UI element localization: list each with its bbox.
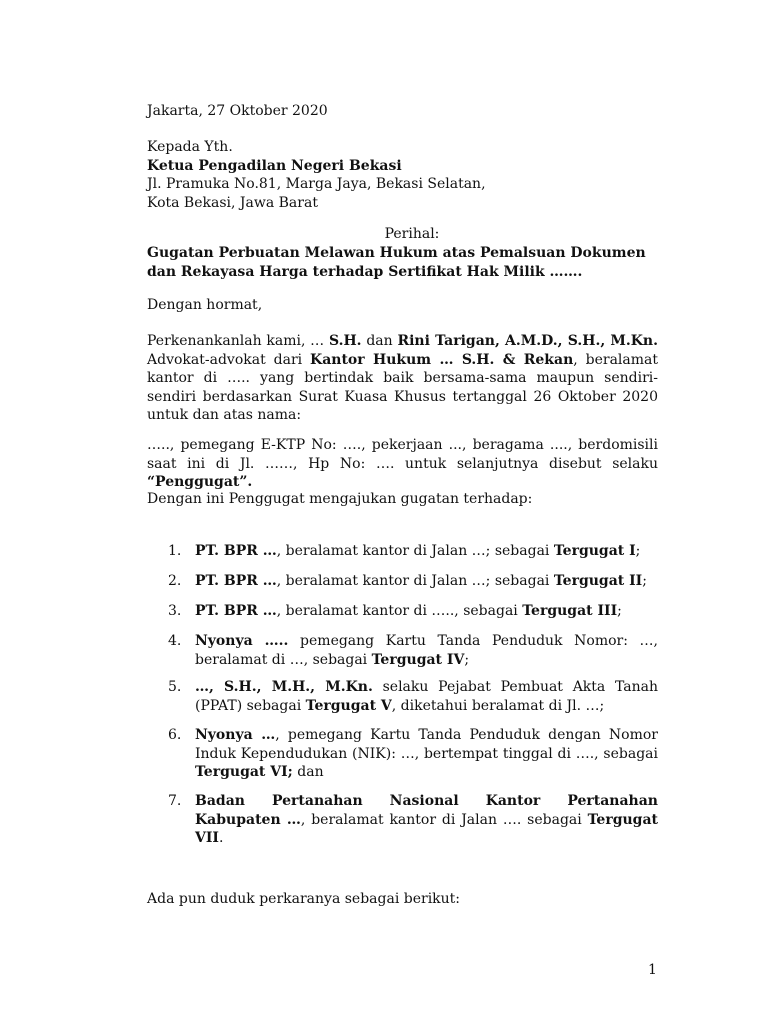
client-bold-1: “Penggugat”. [147, 474, 253, 490]
recipient-salutation: Kepada Yth. [147, 139, 233, 155]
defendant-suffix: . [218, 830, 224, 846]
list-item-number: 5. [168, 679, 182, 695]
defendant-suffix: ; [642, 573, 647, 589]
subject-block [147, 244, 677, 281]
list-item-number: 1. [168, 543, 182, 559]
defendant-suffix: , diketahui beralamat di Jl. …; [391, 697, 605, 714]
intro-bold-2: Rini Tarigan, A.M.D., S.H., M.Kn. [397, 333, 658, 349]
defendant-suffix: dan [292, 764, 324, 780]
client-paragraph [147, 436, 658, 492]
defendant-suffix: ; [617, 603, 622, 619]
subject-label: Perihal: [384, 226, 440, 242]
defendant-name: PT. BPR … [195, 543, 277, 559]
greeting: Dengan hormat, [147, 297, 263, 313]
defendant-text: , beralamat kantor di Jalan …; sebagai [276, 573, 554, 589]
recipient-name: Ketua Pengadilan Negeri Bekasi [147, 157, 402, 174]
closing-intro: Ada pun duduk perkaranya sebagai berikut: [147, 891, 461, 907]
page-number: 1 [648, 962, 657, 978]
defendant-text: , beralamat kantor di ….., sebagai [276, 603, 523, 619]
list-item-body [195, 542, 658, 561]
intro-text-3: Advokat-advokat dari [147, 351, 311, 368]
list-item-body [195, 572, 658, 591]
list-item-body [195, 792, 658, 848]
list-item-body [195, 678, 658, 715]
recipient-block [147, 138, 658, 212]
intro-bold-1: S.H. [328, 333, 362, 349]
defendant-name: Nyonya … [195, 727, 276, 743]
defendant-name: PT. BPR … [195, 573, 277, 589]
list-item-number: 7. [168, 793, 182, 809]
subject-line-2: dan Rekayasa Harga terhadap Sertifikat Hak Milik ……. [147, 263, 583, 280]
list-item-number: 2. [168, 573, 182, 589]
defendant-role: Tergugat VII [195, 811, 658, 846]
defendant-text: , beralamat kantor di Jalan …; sebagai [276, 543, 554, 559]
intro-bold-3: Kantor Hukum … S.H. & Rekan [310, 351, 574, 368]
list-item-number: 4. [168, 633, 182, 649]
defendant-role: Tergugat III [522, 603, 618, 619]
recipient-address-1: Jl. Pramuka No.81, Marga Jaya, Bekasi Selatan, [147, 176, 486, 192]
defendant-role: Tergugat VI; [195, 764, 293, 780]
list-item-body [195, 726, 658, 782]
defendant-text: , pemegang Kartu Tanda Penduduk dengan Nomor Induk Kependudukan (NIK): …, bertempat tinggal di …., sebagai [195, 727, 659, 762]
intro-text-4: , beralamat kantor di ….. yang bertindak baik bersama-sama maupun sendiri-sendiri berdasarkan Surat Kuasa Khusus tertanggal 26 Oktober 2020 untuk dan atas nama: [147, 351, 658, 423]
defendant-role: Tergugat I [553, 543, 636, 559]
defendant-text: selaku Pejabat Pembuat Akta Tanah (PPAT) sebagai [195, 679, 658, 714]
defendant-role: Tergugat IV [371, 651, 465, 668]
subject-line-1: Gugatan Perbuatan Melawan Hukum atas Pemalsuan Dokumen [147, 245, 646, 261]
list-item-number: 3. [168, 603, 182, 619]
defendant-name: Badan Pertanahan Nasional Kantor Pertanahan Kabupaten … [195, 793, 658, 828]
defendant-text: pemegang Kartu Tanda Penduduk Nomor: …, beralamat di …, sebagai [195, 633, 658, 668]
list-item-body [195, 602, 658, 621]
client-text-1: ….., pemegang E-KTP No: …., pekerjaan ..., beragama ...., berdomisili saat ini di Jl. ……, Hp No: …. untuk selanjutnya disebut selaku [147, 437, 658, 472]
defendants-intro: Dengan ini Penggugat mengajukan gugatan terhadap: [147, 491, 533, 507]
defendant-suffix: ; [635, 543, 641, 559]
defendant-name: …, S.H., M.H., M.Kn. [195, 679, 373, 695]
list-item-number: 6. [168, 727, 182, 743]
defendant-text: , beralamat kantor di Jalan …. sebagai [300, 811, 588, 828]
recipient-address-2: Kota Bekasi, Jawa Barat [147, 194, 318, 211]
defendant-role: Tergugat V [305, 697, 392, 714]
list-item-body [195, 632, 658, 669]
defendant-name: PT. BPR … [195, 603, 277, 619]
intro-text-1: Perkenankanlah kami, … [147, 333, 329, 349]
defendant-name: Nyonya ….. [195, 633, 289, 649]
intro-text-2: dan [361, 333, 398, 349]
intro-paragraph [147, 332, 658, 425]
date-line: Jakarta, 27 Oktober 2020 [147, 103, 328, 119]
defendant-suffix: ; [464, 651, 470, 668]
defendant-role: Tergugat II [553, 573, 643, 589]
